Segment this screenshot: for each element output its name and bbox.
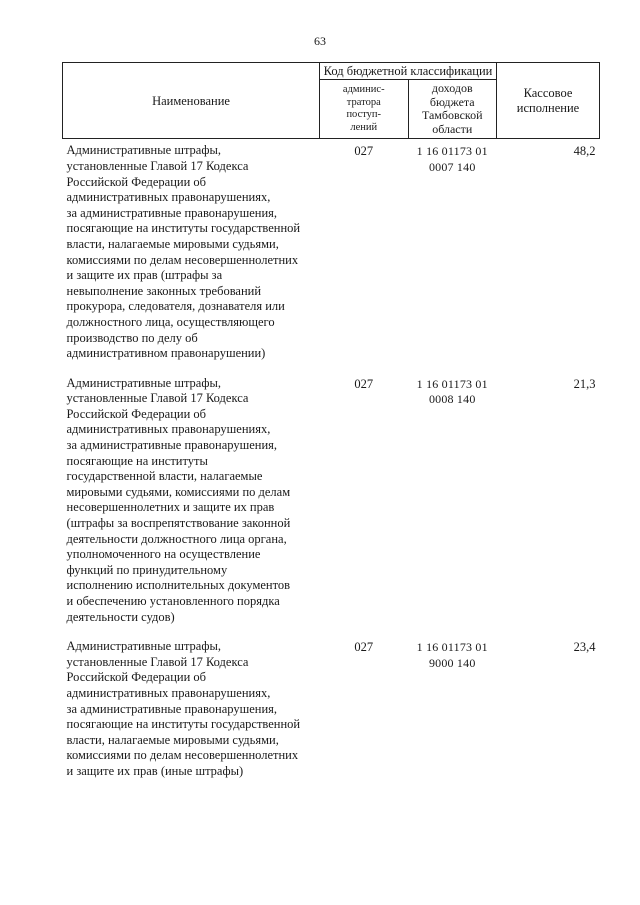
column-header-name: Наименование bbox=[63, 63, 320, 139]
row-amount: 23,4 bbox=[573, 640, 596, 655]
table-row bbox=[63, 139, 600, 362]
row-name: Административные штрафы, установленные Главой 17 Кодекса Российской Федерации об административных правонарушениях, за административные правонарушения, посягающие на институты государственной власти, налагаемые мировыми судьями, комиссиями по делам несовершеннолетних и защите их прав (иные штрафы) bbox=[66, 639, 301, 778]
row-budget-code: 1 16 01173 01 0007 140 bbox=[416, 144, 488, 174]
table-body bbox=[63, 139, 600, 780]
row-admin-code: 027 bbox=[354, 640, 374, 655]
table-row bbox=[63, 635, 600, 779]
column-header-admin: админис- тратора поступ- лений bbox=[320, 80, 409, 139]
row-amount: 21,3 bbox=[573, 376, 596, 391]
column-group-header-classification: Код бюджетной классификации bbox=[320, 63, 497, 80]
column-header-execution: Кассовое исполнение bbox=[497, 63, 600, 139]
page-number: 63 bbox=[314, 34, 326, 48]
row-spacer bbox=[63, 362, 600, 372]
table-row bbox=[63, 372, 600, 626]
row-budget-code: 1 16 01173 01 0008 140 bbox=[416, 376, 488, 407]
row-name: Административные штрафы, установленные Главой 17 Кодекса Российской Федерации об административных правонарушениях, за административные правонарушения, посягающие на институты государственной власти, налагаемые мировыми судьями, комиссиями по делам несовершеннолетних и защите их прав (штрафы за невыполнение законных требований прокурора, следователя, дознавателя или должностного лица, осуществляющего производство по делу об административном правонарушении) bbox=[66, 143, 301, 361]
budget-execution-table bbox=[62, 62, 600, 780]
row-admin-code: 027 bbox=[354, 376, 374, 391]
row-admin-code: 027 bbox=[354, 144, 374, 159]
row-amount: 48,2 bbox=[573, 144, 596, 159]
table-header bbox=[63, 63, 600, 139]
row-name: Административные штрафы, установленные Главой 17 Кодекса Российской Федерации об административных правонарушениях, за административные правонарушения, посягающие на институты государственной власти, налагаемые мировыми судьями, комиссиями по делам несовершеннолетних и защите их прав (штрафы за воспрепятствование законной деятельности должностного лица органа, уполномоченного на осуществление функций по принудительному исполнению исполнительных документов и обеспечению установленного порядка деятельности судов) bbox=[66, 375, 291, 624]
row-budget-code: 1 16 01173 01 9000 140 bbox=[416, 640, 488, 670]
row-spacer bbox=[63, 625, 600, 635]
column-header-income-code: доходов бюджета Тамбовской области bbox=[408, 80, 497, 139]
